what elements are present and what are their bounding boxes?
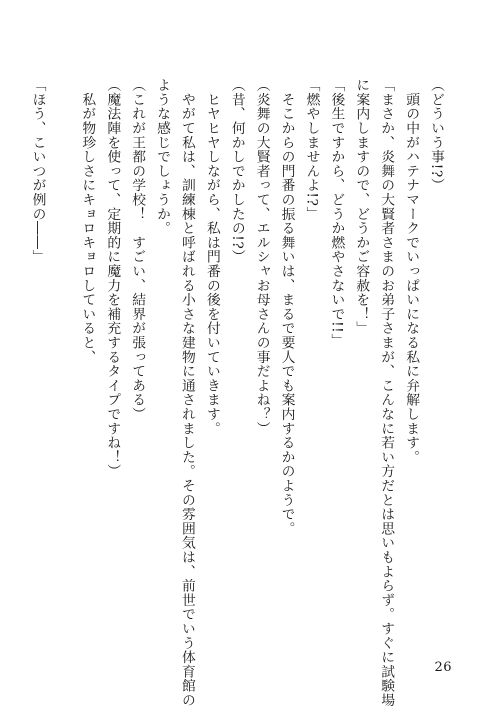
text-line: ような感じでしょうか。: [154, 78, 171, 236]
blank-line: [50, 78, 75, 638]
text-line: （魔法陣を使って、定期的に魔力を補充するタイプですね！）: [104, 78, 121, 479]
text-line: （昔、何かしでかしたの!?）: [228, 78, 245, 264]
text-line: やがて私は、訓練棟と呼ばれる小さな建物に通されました。その雰囲気は、前世でいう体育館の: [178, 78, 195, 708]
text-line: （どういう事!?）: [428, 78, 444, 193]
text-line: 「まさか、炎舞の大賢者さまのお弟子さまが、こんなに若い方だとは思いもよらず。すぐに試験場: [378, 78, 395, 708]
text-line: （これが王都の学校！ すごい、結界が張ってある）: [129, 78, 146, 422]
text-line: 私が物珍しさにキョロキョロしていると、: [79, 78, 96, 364]
text-line: に案内しますので、どうかご容赦を！」: [353, 78, 370, 336]
text-line: 「燃やしませんよ!?」: [303, 78, 320, 221]
text-line: ヒヤヒヤしながら、私は門番の後を付いていきます。: [203, 78, 220, 436]
text-line: 「後生ですから、どうか燃やさないで!!」: [328, 78, 345, 348]
text-line: 頭の中がハテナマークでいっぱいになる私に弁解します。: [403, 78, 420, 465]
page-number: 26: [434, 660, 452, 675]
text-line: （炎舞の大賢者って、エルシャお母さんの事だよね？）: [253, 78, 270, 436]
text-line: 「ほう、こいつが例の――」: [29, 78, 46, 264]
text-line: そこからの門番の振る舞いは、まるで要人でも案内するかのようで。: [278, 78, 295, 536]
